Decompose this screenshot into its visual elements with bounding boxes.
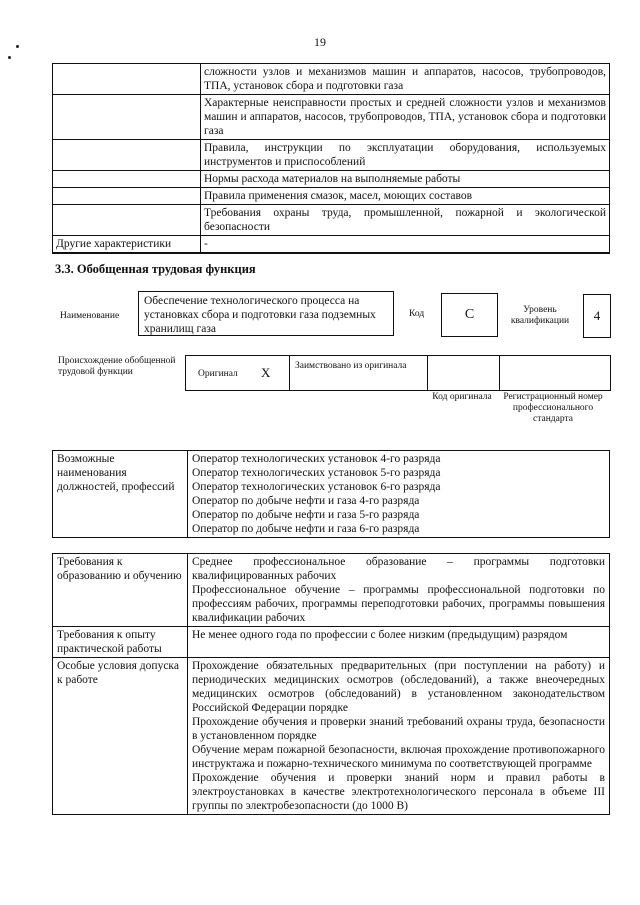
code-value-box: C <box>441 293 498 337</box>
table-cell-left: Другие характеристики <box>53 236 201 254</box>
knowledge-table <box>52 63 610 254</box>
education-label: Требования к образованию и обучению <box>53 554 188 627</box>
code-caption: Код оригинала <box>432 392 492 402</box>
list-item: Оператор технологических установок 4-го разряда <box>192 453 441 465</box>
table-cell-left <box>53 188 201 205</box>
code-label: Код <box>409 309 425 319</box>
table-cell-left <box>53 95 201 140</box>
table-row <box>53 171 610 188</box>
table-cell-left <box>53 171 201 188</box>
table-row <box>53 451 610 538</box>
table-row <box>53 205 610 236</box>
table-cell-right: Характерные неисправности простых и средней сложности узлов и механизмов машин и аппаратов, насосов, трубопроводов, ТПА, установок сбора и подготовки газа <box>201 95 610 140</box>
origin-label: Происхождение обобщенной трудовой функции <box>58 356 176 377</box>
divider <box>289 356 290 390</box>
table-row <box>53 95 610 140</box>
registration-caption: Регистрационный номер профессионального стандарта <box>503 392 603 424</box>
table-row <box>53 658 610 815</box>
table-cell-right: Правила, инструкции по эксплуатации оборудования, используемых инструментов и приспособлений <box>201 140 610 171</box>
divider <box>427 356 428 390</box>
borrowed-label: Заимствовано из оригинала <box>295 361 407 371</box>
level-label: Уровень квалификации <box>510 305 570 326</box>
positions-table <box>52 450 610 538</box>
table-row <box>53 236 610 254</box>
origin-row <box>185 355 611 391</box>
table-cell-right: Правила применения смазок, масел, моющих составов <box>201 188 610 205</box>
admission-value <box>188 658 610 815</box>
section-title: 3.3. Обобщенная трудовая функция <box>55 262 256 276</box>
experience-label: Требования к опыту практической работы <box>53 627 188 658</box>
table-cell-right: - <box>201 236 610 254</box>
table-cell-right: сложности узлов и механизмов машин и аппаратов, насосов, трубопроводов, ТПА, установок сбора и подготовки газа <box>201 64 610 95</box>
table-row <box>53 64 610 95</box>
scan-dot <box>8 56 11 59</box>
page-number: 19 <box>314 35 326 49</box>
list-item: Не менее одного года по профессии с более низким (предыдущим) разрядом <box>192 629 568 641</box>
table-cell-left <box>53 140 201 171</box>
table-cell-right: Нормы расхода материалов на выполняемые работы <box>201 171 610 188</box>
experience-value <box>188 627 610 658</box>
original-label: Оригинал <box>198 369 238 379</box>
list-item: Оператор по добыче нефти и газа 6-го разряда <box>192 523 420 535</box>
level-value-box: 4 <box>583 294 611 338</box>
table-row <box>53 140 610 171</box>
table-cell-right: Требования охраны труда, промышленной, пожарной и экологической безопасности <box>201 205 610 236</box>
list-item: Оператор по добыче нефти и газа 4-го разряда <box>192 495 420 507</box>
function-name-box: Обеспечение технологического процесса на установках сбора и подготовки газа подземных хранилищ газа <box>138 291 394 336</box>
table-row <box>53 554 610 627</box>
list-item: Оператор по добыче нефти и газа 5-го разряда <box>192 509 420 521</box>
requirements-table <box>52 553 610 815</box>
divider <box>499 356 500 390</box>
table-row <box>53 627 610 658</box>
admission-label: Особые условия допуска к работе <box>53 658 188 815</box>
list-item: Обучение мерам пожарной безопасности, включая прохождение противопожарного инструктажа и пожарно-технического минимума по соответствующей программе <box>192 744 605 770</box>
education-value <box>188 554 610 627</box>
original-mark: X <box>261 365 271 380</box>
scan-dot <box>16 45 19 48</box>
list-item: Прохождение обучения и проверки знаний требований охраны труда, безопасности в установленном порядке <box>192 716 605 742</box>
list-item: Среднее профессиональное образование – программы подготовки квалифицированных рабочих <box>192 556 605 582</box>
table-cell-left <box>53 64 201 95</box>
positions-list <box>188 451 610 538</box>
table-cell-left <box>53 205 201 236</box>
name-label: Наименование <box>60 311 120 321</box>
positions-label: Возможные наименования должностей, профессий <box>53 451 188 538</box>
list-item: Прохождение обязательных предварительных (при поступлении на работу) и периодических медицинских осмотров (обследований), а также внеочередных медицинских осмотров (обследований) в установленном законодательством Российской Федерации порядке <box>192 660 605 714</box>
list-item: Оператор технологических установок 6-го разряда <box>192 481 441 493</box>
list-item: Профессиональное обучение – программы профессиональной подготовки по профессиям рабочих, программы переподготовки рабочих, программы повышения квалификации рабочих <box>192 584 605 624</box>
list-item: Прохождение обучения и проверки знаний норм и правил работы в электроустановках в качестве электротехнологического персонала в объеме III группы по электробезопасности (до 1000 В) <box>192 772 605 812</box>
list-item: Оператор технологических установок 5-го разряда <box>192 467 441 479</box>
table-row <box>53 188 610 205</box>
